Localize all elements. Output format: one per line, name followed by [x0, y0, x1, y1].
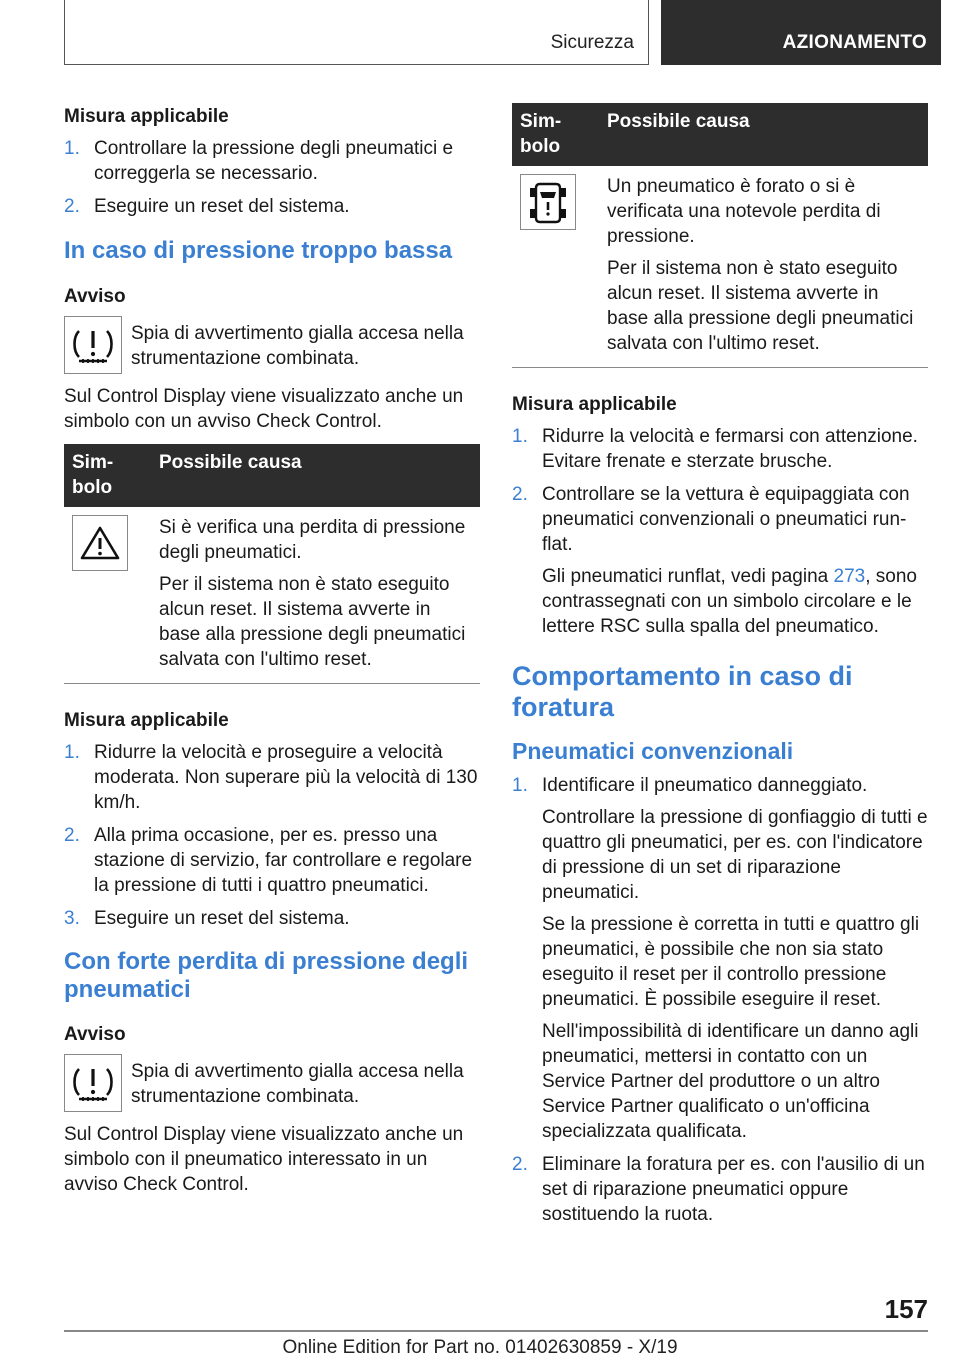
- cause-text: Si è verifica una perdita di pressione degli pneumatici.: [159, 517, 466, 563]
- right-column: [512, 103, 928, 1227]
- steps-list: [64, 740, 480, 931]
- warning-triangle-icon: [72, 515, 128, 571]
- list-item: 2. Eseguire un reset del sistema.: [64, 196, 350, 217]
- table-row: [64, 507, 480, 684]
- table-header-row: [512, 103, 928, 166]
- paragraph: Sul Control Display viene visualizzato anche un simbolo con il pneumatico interessato in un avviso Check Control.: [64, 1124, 464, 1195]
- list-item: 2. Controllare se la vettura è equipaggiata con pneumatici convenzionali o pneumatici run-flat. Gli pneumatici runflat, vedi pagina 273, sono contrassegnati con un simbolo circolare e le lettere RSC sulla spalla del pneumatico.: [512, 484, 917, 637]
- car-tire-fault-icon: [520, 174, 576, 230]
- avviso-label: Avviso: [64, 1024, 126, 1045]
- list-item: 1. Controllare la pressione degli pneumatici e correggerla se necessario.: [64, 138, 454, 184]
- list-item: 1. Identificare il pneumatico danneggiato. Controllare la pressione di gonfiaggio di tutti e quattro gli pneumatici, per es. con l'indicatore di pressione di un set di riparazione pneumatici. Se la pressione è corretta in tutti e quattro gli pneumatici, è possibile che non sia stato eseguito il reset per il controllo pressione pneumatici. È possibile eseguire il reset. Nell'impossibilità di identificare un danno agli pneumatici, mettersi in contatto con un Service Partner del produttore o un altro Service Partner qualificato o un'officina specializzata qualificata.: [512, 775, 928, 1142]
- header-chapter-label: AZIONAMENTO: [782, 32, 927, 53]
- list-item: 2. Alla prima occasione, per es. presso una stazione di servizio, far controllare e regolare la pressione di tutti i quattro pneumatici.: [64, 825, 473, 896]
- steps-list: [512, 773, 928, 1227]
- left-column: [64, 100, 480, 1197]
- footer-edition: Online Edition for Part no. 01402630859 - X/19: [282, 1337, 678, 1358]
- list-item: 1. Ridurre la velocità e fermarsi con attenzione. Evitare frenate e sterzate brusche.: [512, 426, 918, 472]
- cause-text: Per il sistema non è stato eseguito alcun reset. Il sistema avverte in base alla pressione degli pneumatici salvata con l'ultimo reset.: [607, 258, 914, 354]
- steps-list: [64, 136, 480, 219]
- steps-list: [512, 424, 928, 639]
- warning-text: Spia di avvertimento gialla accesa nella strumentazione combinata.: [131, 1061, 464, 1107]
- header-section-tab: [64, 0, 649, 65]
- table-header-row: [64, 444, 480, 507]
- chapter-title: Comportamento in caso di foratura: [512, 661, 853, 722]
- table-row: [512, 166, 928, 368]
- column-header-cause: Possibile causa: [151, 444, 480, 507]
- tire-pressure-warning-icon: [64, 1054, 122, 1112]
- page-link[interactable]: 273: [833, 566, 866, 587]
- list-item: 1. Ridurre la velocità e proseguire a velocità moderata. Non superare più la velocità di 130 km/h.: [64, 742, 478, 813]
- symbol-table: [512, 103, 928, 368]
- warning-text: Spia di avvertimento gialla accesa nella strumentazione combinata.: [131, 323, 464, 369]
- list-item: 3. Eseguire un reset del sistema.: [64, 908, 350, 929]
- header-section-label: Sicurezza: [550, 32, 634, 53]
- cause-text: Per il sistema non è stato eseguito alcun reset. Il sistema avverte in base alla pressione degli pneumatici salvata con l'ultimo reset.: [159, 574, 466, 670]
- measure-heading: Misura applicabile: [64, 106, 229, 127]
- paragraph: Sul Control Display viene visualizzato anche un simbolo con un avviso Check Control.: [64, 386, 464, 432]
- footer-divider: [64, 1330, 928, 1332]
- cause-text: Un pneumatico è forato o si è verificata una notevole perdita di pressione.: [607, 176, 881, 247]
- warning-notice: [64, 1059, 480, 1112]
- list-item: 2. Eliminare la foratura per es. con l'ausilio di un set di riparazione pneumatici oppure sostituendo la ruota.: [512, 1154, 925, 1225]
- section-title: Pneumatici convenzionali: [512, 738, 794, 764]
- measure-heading: Misura applicabile: [64, 710, 229, 731]
- symbol-table: [64, 444, 480, 684]
- measure-heading: Misura applicabile: [512, 394, 677, 415]
- tire-pressure-warning-icon: [64, 316, 122, 374]
- column-header-symbol: Sim- bolo: [64, 444, 151, 507]
- section-title: In caso di pressione troppo bassa: [64, 237, 453, 264]
- warning-notice: [64, 321, 480, 374]
- column-header-symbol: Sim- bolo: [512, 103, 599, 166]
- page-number: 157: [884, 1294, 928, 1324]
- column-header-cause: Possibile causa: [599, 103, 928, 166]
- avviso-label: Avviso: [64, 286, 126, 307]
- section-title: Con forte perdita di pressione degli pneumatici: [64, 948, 469, 1003]
- header-chapter-tab: [661, 0, 941, 65]
